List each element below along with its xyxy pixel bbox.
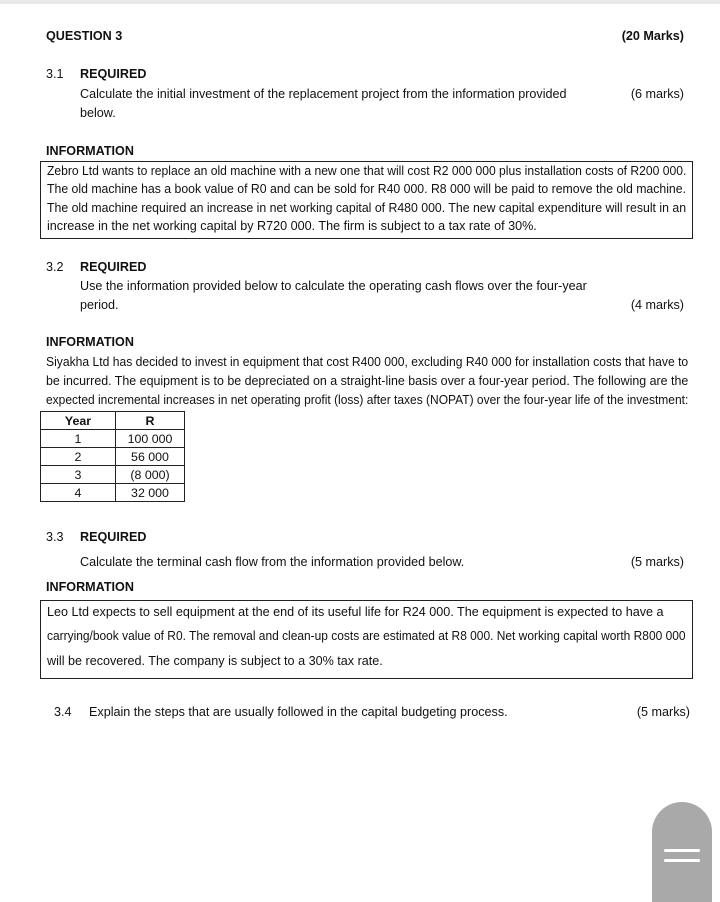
q33-text: Calculate the terminal cash flow from the information provided below. [80, 555, 465, 569]
table-header-row [41, 412, 185, 430]
q32-info-line: expected incremental increases in net operating profit (loss) after taxes (NOPAT) over the four-year life of the investment: [46, 393, 689, 407]
q31-info-line: The old machine required an increase in net working capital of R480 000. The new capital expenditure will result in an [47, 201, 687, 215]
q33-info-heading: INFORMATION [46, 580, 134, 594]
q32-text-line2: period. [80, 298, 119, 312]
q31-info-box [40, 161, 693, 239]
q32-number: 3.2 [46, 260, 64, 274]
q34-marks: (5 marks) [636, 705, 690, 719]
q31-info-line: Zebro Ltd wants to replace an old machine with a new one that will cost R2 000 000 plus installation costs of R200 000. [47, 164, 687, 178]
q33-marks: (5 marks) [630, 555, 684, 569]
q31-required: REQUIRED [80, 67, 147, 81]
question-title: QUESTION 3 [46, 29, 123, 43]
table-cell-year: 1 [41, 430, 116, 448]
table-header-r: R [116, 412, 185, 430]
q31-text-line1: Calculate the initial investment of the replacement project from the information provided [80, 87, 567, 101]
q31-info-line: increase in the net working capital by R720 000. The firm is subject to a tax rate of 30%. [47, 219, 537, 233]
q32-marks: (4 marks) [630, 298, 684, 312]
table-cell-year: 4 [41, 484, 116, 502]
table-cell-year: 3 [41, 466, 116, 484]
table-cell-year: 2 [41, 448, 116, 466]
q33-info-box [40, 600, 693, 679]
q34-number: 3.4 [54, 705, 72, 719]
table-cell-value: 32 000 [116, 484, 185, 502]
q31-info-heading: INFORMATION [46, 144, 134, 158]
q31-text-line2: below. [80, 106, 116, 120]
q33-info-line: will be recovered. The company is subject to a 30% tax rate. [47, 654, 383, 668]
q32-info-line: Siyakha Ltd has decided to invest in equipment that cost R400 000, excluding R40 000 for installation costs that have to [46, 355, 689, 369]
floating-menu-button[interactable] [652, 802, 712, 902]
table-cell-value: 100 000 [116, 430, 185, 448]
question-marks: (20 Marks) [621, 29, 684, 43]
q31-marks: (6 marks) [630, 87, 684, 101]
q32-info-heading: INFORMATION [46, 335, 134, 349]
table-header-year: Year [41, 412, 116, 430]
q33-info-line: Leo Ltd expects to sell equipment at the end of its useful life for R24 000. The equipment is expected to have a [47, 605, 664, 619]
nopat-table [40, 411, 185, 502]
table-row [41, 466, 185, 484]
q31-number: 3.1 [46, 67, 64, 81]
table-cell-value: 56 000 [116, 448, 185, 466]
q31-info-line: The old machine has a book value of R0 and can be sold for R40 000. R8 000 will be paid to remove the old machine. [47, 182, 686, 196]
table-cell-value: (8 000) [116, 466, 185, 484]
q33-required: REQUIRED [80, 530, 147, 544]
table-row [41, 430, 185, 448]
table-row [41, 448, 185, 466]
q32-info-line: be incurred. The equipment is to be depreciated on a straight-line basis over a four-year period. The following are the [46, 374, 689, 388]
q33-info-line: carrying/book value of R0. The removal and clean-up costs are estimated at R8 000. Net working capital worth R800 000 [47, 629, 686, 643]
q33-number: 3.3 [46, 530, 64, 544]
table-row [41, 484, 185, 502]
q32-required: REQUIRED [80, 260, 147, 274]
q32-text-line1: Use the information provided below to calculate the operating cash flows over the four-year [80, 279, 587, 293]
q34-text: Explain the steps that are usually followed in the capital budgeting process. [89, 705, 508, 719]
top-edge [0, 0, 720, 4]
